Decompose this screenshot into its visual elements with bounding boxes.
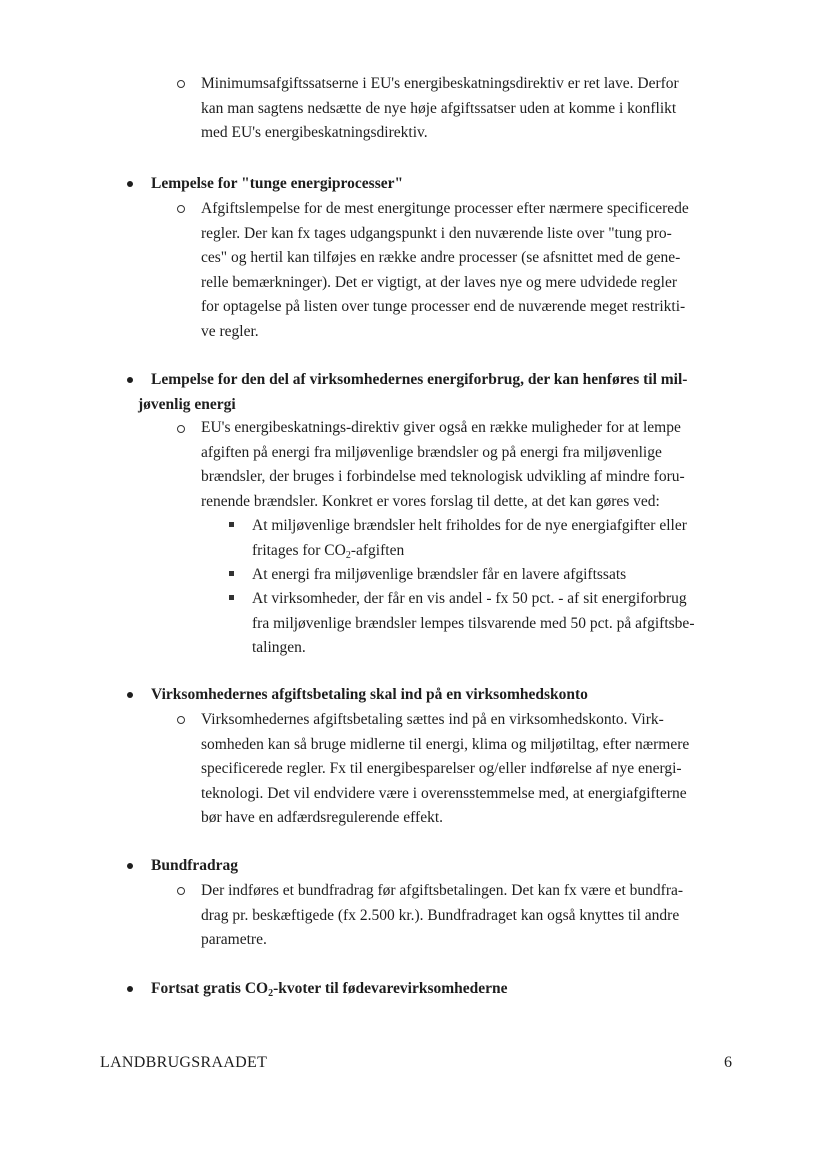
circle-bullet-icon — [177, 887, 185, 895]
text-line: med EU's energibeskatningsdirektiv. — [201, 124, 428, 141]
text-line: EU's energibeskatnings-direktiv giver også en række muligheder for at lempe — [201, 419, 681, 436]
circle-bullet-icon — [177, 716, 185, 724]
text-line: relle bemærkninger). Det er vigtigt, at der laves nye og mere udvidede regler — [201, 273, 678, 291]
text-line: Lempelse for den del af virksomhedernes energiforbrug, der kan henføres til mil- — [151, 371, 688, 388]
circle-bullet-icon — [177, 80, 185, 88]
text-line: Minimumsafgiftssatserne i EU's energibeskatningsdirektiv er ret lave. Derfor — [201, 75, 679, 92]
text-line: Virksomhedernes afgiftsbetaling sættes ind på en virksomhedskonto. Virk- — [201, 711, 664, 728]
text-line: ces" og hertil kan tilføjes en række andre processer (se afsnittet med de gene- — [201, 249, 681, 266]
text-line: kan man sagtens nedsætte de nye høje afgiftssatser uden at komme i konflikt — [201, 99, 677, 117]
footer-organization: LANDBRUGSRAADET — [100, 1054, 268, 1071]
bullet-icon — [127, 986, 133, 992]
section-body-virksomhedskonto — [201, 708, 689, 831]
section-body-miljoevenlig — [201, 416, 685, 514]
square-bullet-icon — [229, 595, 234, 600]
text-line: for optagelse på listen over tunge processer end de nuværende meget restrikti- — [201, 298, 686, 315]
square-item — [252, 587, 694, 661]
section-heading-virksomhedskonto — [151, 683, 588, 708]
text-fragment: fritages for CO — [252, 541, 346, 559]
text-fragment: Fortsat gratis CO — [151, 980, 269, 997]
square-bullet-icon — [229, 571, 234, 576]
text-line: renende brændsler. Konkret er vores forslag til dette, at det kan gøres ved: — [201, 492, 660, 510]
text-line: Bundfradrag — [151, 857, 238, 874]
text-line — [252, 539, 687, 564]
square-bullet-icon — [229, 522, 234, 527]
text-line: Virksomhedernes afgiftsbetaling skal ind på en virksomhedskonto — [151, 686, 588, 703]
section-heading-bundfradrag — [151, 854, 238, 879]
text-line: drag pr. beskæftigede (fx 2.500 kr.). Bundfradraget kan også knyttes til andre — [201, 906, 680, 924]
text-line: jøvenlig energi — [138, 395, 236, 413]
text-line: talingen. — [252, 639, 306, 656]
square-item — [252, 514, 687, 563]
text-fragment: -afgiften — [350, 541, 405, 559]
section-heading-tunge — [151, 172, 403, 197]
text-line: afgiften på energi fra miljøvenlige brændsler og på energi fra miljøvenlige — [201, 443, 662, 461]
bullet-icon — [127, 863, 133, 869]
text-line: specificerede regler. Fx til energibesparelser og/eller indførelse af nye energi- — [201, 760, 682, 777]
text-line: parametre. — [201, 931, 267, 948]
text-line — [151, 977, 508, 1002]
text-line: somheden kan så bruge midlerne til energi, klima og miljøtiltag, efter nærmere — [201, 735, 690, 753]
text-line: regler. Der kan fx tages udgangspunkt i den nuværende liste over "tung pro- — [201, 224, 672, 242]
square-item — [252, 563, 626, 588]
subscript: 2 — [268, 988, 274, 999]
bullet-icon — [127, 377, 133, 383]
text-line: bør have en adfærdsregulerende effekt. — [201, 809, 444, 826]
intro-subitem — [201, 72, 679, 146]
text-line: teknologi. Det vil endvidere være i overensstemmelse med, at energiafgifterne — [201, 784, 687, 802]
text-line: At virksomheder, der får en vis andel - fx 50 pct. - af sit energiforbrug — [252, 590, 687, 607]
text-line: At energi fra miljøvenlige brændsler får en lavere afgiftssats — [252, 566, 627, 583]
text-line: fra miljøvenlige brændsler lempes tilsvarende med 50 pct. på afgiftsbe- — [252, 614, 695, 632]
bullet-icon — [127, 692, 133, 698]
section-body-tunge — [201, 197, 689, 344]
text-line: At miljøvenlige brændsler helt friholdes for de nye energiafgifter eller — [252, 517, 687, 534]
section-body-bundfradrag — [201, 879, 683, 953]
subscript: 2 — [345, 549, 351, 561]
circle-bullet-icon — [177, 425, 185, 433]
text-line: Lempelse for "tunge energiprocesser" — [151, 175, 404, 192]
text-fragment: -kvoter til fødevarevirksomhederne — [273, 980, 508, 997]
text-line: ve regler. — [201, 322, 259, 340]
circle-bullet-icon — [177, 205, 185, 213]
text-line: Afgiftslempelse for de mest energitunge processer efter nærmere specificerede — [201, 200, 689, 217]
section-heading-co2-kvoter — [151, 977, 508, 1002]
text-line: Der indføres et bundfradrag før afgiftsbetalingen. Det kan fx være et bundfra- — [201, 882, 684, 899]
page-number: 6 — [724, 1054, 732, 1071]
text-line: brændsler, der bruges i forbindelse med teknologisk udvikling af mindre foru- — [201, 468, 685, 485]
section-heading-miljoevenlig — [138, 368, 688, 417]
bullet-icon — [127, 181, 133, 187]
